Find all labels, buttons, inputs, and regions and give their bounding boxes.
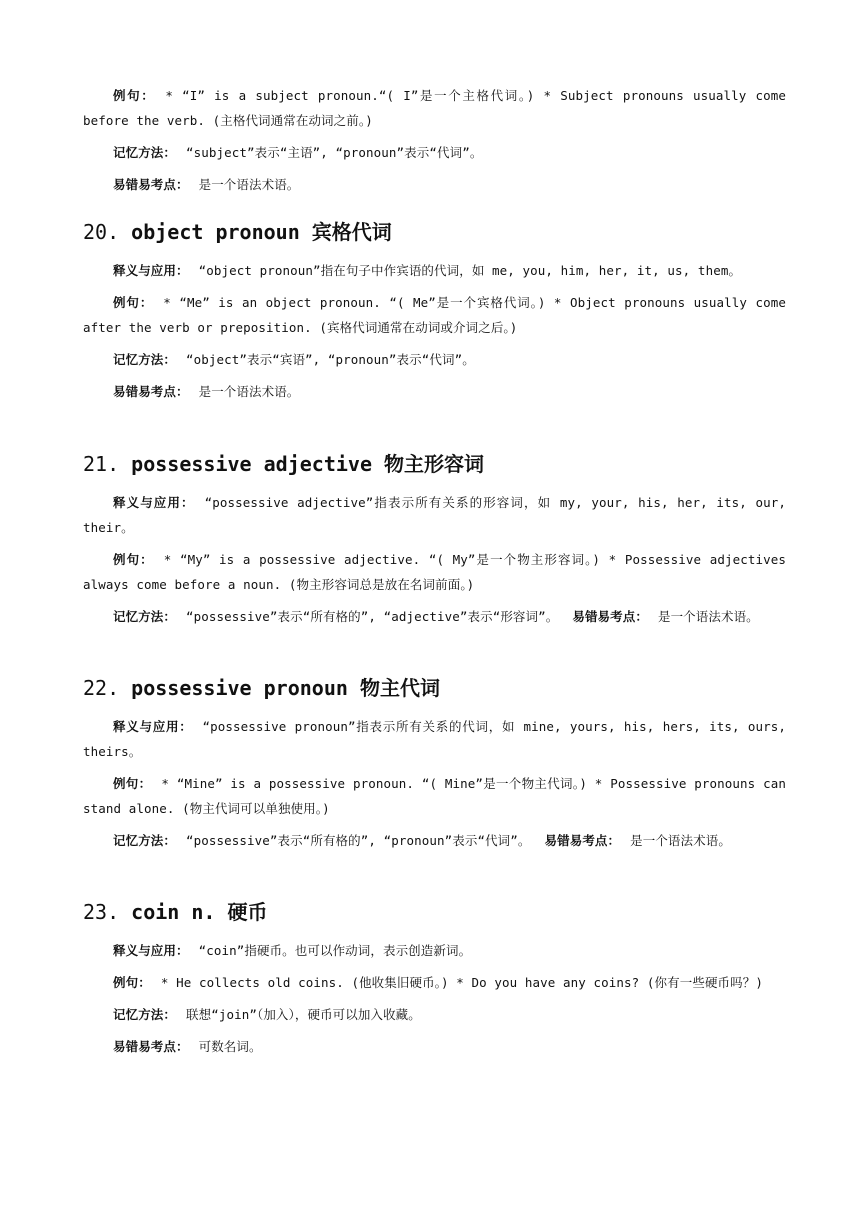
definition-text: “possessive pronoun”指表示所有关系的代词，如 mine, yours, his, hers, its, ours, theirs。 bbox=[83, 719, 786, 759]
definition-text: “coin”指硬币。也可以作动词，表示创造新词。 bbox=[198, 943, 472, 958]
example-label: 例句： bbox=[113, 552, 154, 567]
entry-term: coin n. 硬币 bbox=[131, 900, 268, 924]
entry-term: object pronoun 宾格代词 bbox=[131, 220, 392, 244]
memory-label: 记忆方法： bbox=[113, 1007, 177, 1022]
memory-paragraph bbox=[83, 1002, 786, 1027]
entry-body bbox=[83, 490, 786, 636]
pitfall-text: 是一个语法术语。 bbox=[198, 384, 300, 399]
memory-label: 记忆方法： bbox=[113, 833, 177, 848]
memory-label: 记忆方法： bbox=[113, 145, 177, 160]
entry-body bbox=[83, 258, 786, 411]
definition-text: “possessive adjective”指表示所有关系的形容词，如 my, your, his, her, its, our, their。 bbox=[83, 495, 786, 535]
entry-heading bbox=[83, 898, 786, 926]
memory-text: “subject”表示“主语”, “pronoun”表示“代词”。 bbox=[186, 145, 483, 160]
memory-text: 联想“join”（加入），硬币可以加入收藏。 bbox=[186, 1007, 421, 1022]
entry-heading bbox=[83, 218, 786, 246]
pitfall-paragraph bbox=[83, 172, 786, 197]
memory-paragraph bbox=[83, 140, 786, 165]
definition-paragraph bbox=[83, 490, 786, 540]
memory-paragraph bbox=[83, 828, 786, 853]
definition-label: 释义与应用： bbox=[113, 719, 193, 734]
pitfall-label: 易错易考点： bbox=[113, 177, 189, 192]
example-paragraph bbox=[83, 970, 786, 995]
memory-text: “possessive”表示“所有格的”, “pronoun”表示“代词”。 bbox=[186, 833, 531, 848]
entry-term: possessive pronoun 物主代词 bbox=[131, 676, 440, 700]
entry-19-tail bbox=[83, 83, 786, 204]
pitfall-label: 易错易考点： bbox=[572, 609, 648, 624]
pitfall-paragraph bbox=[83, 1034, 786, 1059]
entry-number: 20. bbox=[83, 220, 120, 244]
entry-heading bbox=[83, 450, 786, 478]
pitfall-text: 可数名词。 bbox=[198, 1039, 262, 1054]
memory-paragraph bbox=[83, 347, 786, 372]
definition-label: 释义与应用： bbox=[113, 495, 195, 510]
pitfall-label: 易错易考点： bbox=[113, 384, 189, 399]
example-label: 例句： bbox=[113, 88, 156, 103]
pitfall-text: 是一个语法术语。 bbox=[198, 177, 300, 192]
pitfall-label: 易错易考点： bbox=[544, 833, 621, 848]
memory-paragraph bbox=[83, 604, 786, 629]
example-label: 例句： bbox=[113, 975, 151, 990]
pitfall-text: 是一个语法术语。 bbox=[657, 609, 759, 624]
memory-label: 记忆方法： bbox=[113, 609, 177, 624]
definition-paragraph bbox=[83, 714, 786, 764]
entry-term: possessive adjective 物主形容词 bbox=[131, 452, 485, 476]
memory-text: “object”表示“宾语”, “pronoun”表示“代词”。 bbox=[186, 352, 475, 367]
example-label: 例句： bbox=[113, 776, 152, 791]
pitfall-label: 易错易考点： bbox=[113, 1039, 189, 1054]
entry-body bbox=[83, 714, 786, 860]
example-text: * “Mine” is a possessive pronoun. “( Mine”是一个物主代词。) * Possessive pronouns can stand alone. (物主代词可以单独使用。) bbox=[83, 776, 786, 816]
definition-paragraph bbox=[83, 258, 786, 283]
example-paragraph bbox=[83, 83, 786, 133]
example-text: * “I” is a subject pronoun.“( I”是一个主格代词。) * Subject pronouns usually come before the verb. (主格代词通常在动词之前。) bbox=[83, 88, 786, 128]
example-text: * “Me” is an object pronoun. “( Me”是一个宾格代词。) * Object pronouns usually come after the verb or preposition. (宾格代词通常在动词或介词之后。) bbox=[83, 295, 786, 335]
entry-heading bbox=[83, 674, 786, 702]
definition-label: 释义与应用： bbox=[113, 263, 189, 278]
definition-paragraph bbox=[83, 938, 786, 963]
definition-label: 释义与应用： bbox=[113, 943, 189, 958]
entry-number: 23. bbox=[83, 900, 120, 924]
memory-text: “possessive”表示“所有格的”, “adjective”表示“形容词”。 bbox=[186, 609, 559, 624]
memory-label: 记忆方法： bbox=[113, 352, 177, 367]
pitfall-text: 是一个语法术语。 bbox=[630, 833, 731, 848]
entry-body bbox=[83, 938, 786, 1066]
example-paragraph bbox=[83, 290, 786, 340]
definition-text: “object pronoun”指在句子中作宾语的代词，如 me, you, him, her, it, us, them。 bbox=[198, 263, 742, 278]
example-text: * He collects old coins. (他收集旧硬币。) * Do you have any coins? (你有一些硬币吗？) bbox=[160, 975, 763, 990]
example-text: * “My” is a possessive adjective. “( My”是一个物主形容词。) * Possessive adjectives always come before a noun. (物主形容词总是放在名词前面。) bbox=[83, 552, 786, 592]
entry-number: 21. bbox=[83, 452, 120, 476]
entry-number: 22. bbox=[83, 676, 120, 700]
example-label: 例句： bbox=[113, 295, 154, 310]
example-paragraph bbox=[83, 771, 786, 821]
example-paragraph bbox=[83, 547, 786, 597]
pitfall-paragraph bbox=[83, 379, 786, 404]
